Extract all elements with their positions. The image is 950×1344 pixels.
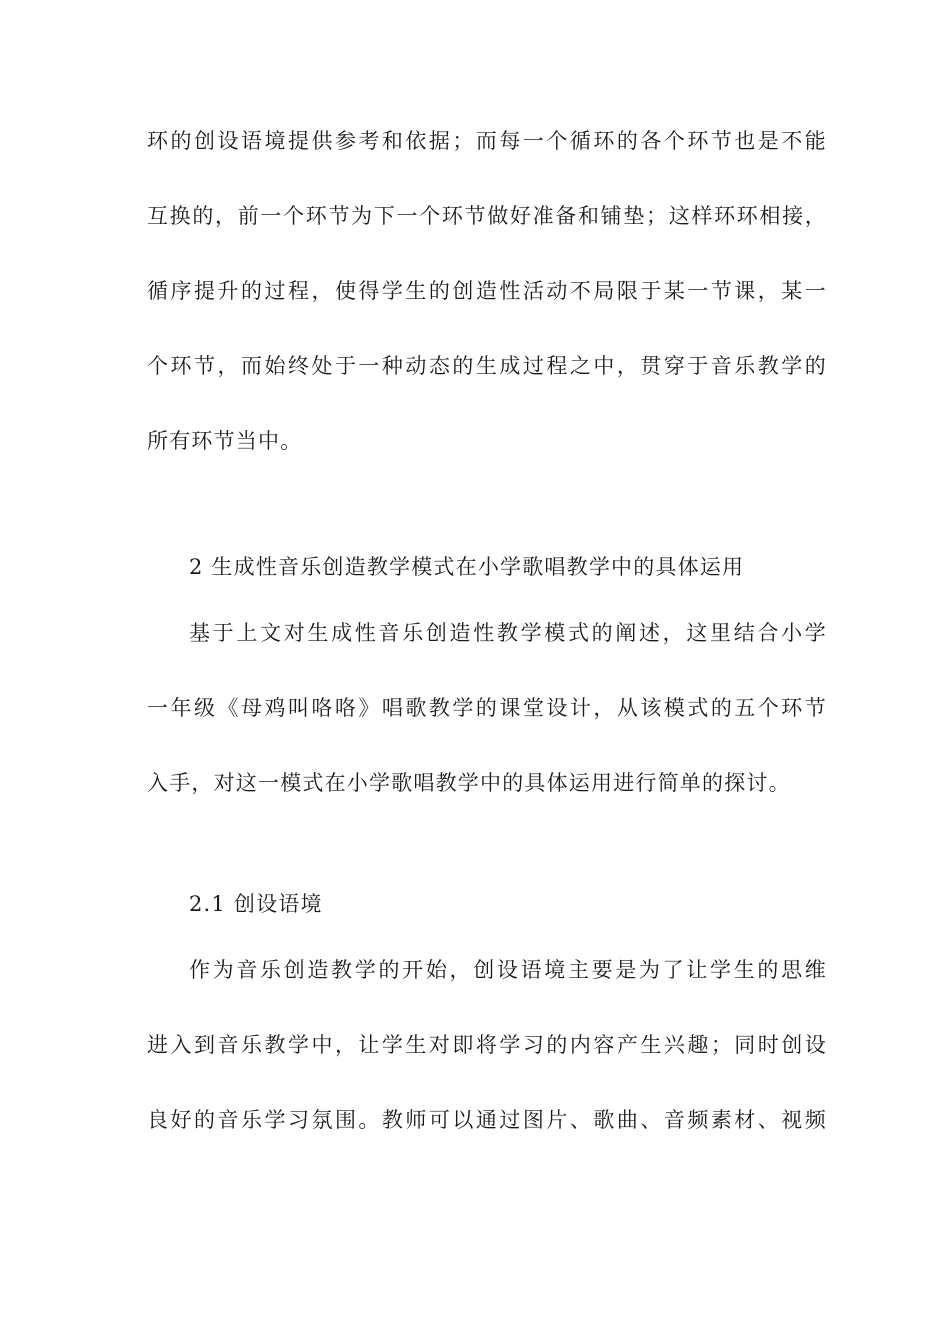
paragraph-line: 进入到音乐教学中，让学生对即将学习的内容产生兴趣；同时创设 [147,1033,827,1057]
paragraph-line: 入手，对这一模式在小学歌唱教学中的具体运用进行简单的探讨。 [147,771,791,795]
paragraph-line: 循序提升的过程，使得学生的创造性活动不局限于某一节课，某一 [147,279,827,303]
paragraph-line: 互换的，前一个环节为下一个环节做好准备和铺垫；这样环环相接， [147,204,827,228]
paragraph-line: 一年级《母鸡叫咯咯》唱歌教学的课堂设计，从该模式的五个环节 [147,696,827,720]
paragraph-line: 环的创设语境提供参考和依据；而每一个循环的各个环节也是不能 [147,129,827,153]
paragraph-line: 作为音乐创造教学的开始，创设语境主要是为了让学生的思维 [189,958,827,982]
section-heading: 2 生成性音乐创造教学模式在小学歌唱教学中的具体运用 [189,555,745,579]
subsection-heading: 2.1 创设语境 [189,892,323,916]
paragraph-line: 个环节，而始终处于一种动态的生成过程之中，贯穿于音乐教学的 [147,354,827,378]
paragraph-line: 基于上文对生成性音乐创造性教学模式的阐述，这里结合小学 [189,621,827,645]
paragraph-line: 所有环节当中。 [147,429,303,453]
paragraph-line: 良好的音乐学习氛围。教师可以通过图片、歌曲、音频素材、视频 [147,1108,827,1132]
